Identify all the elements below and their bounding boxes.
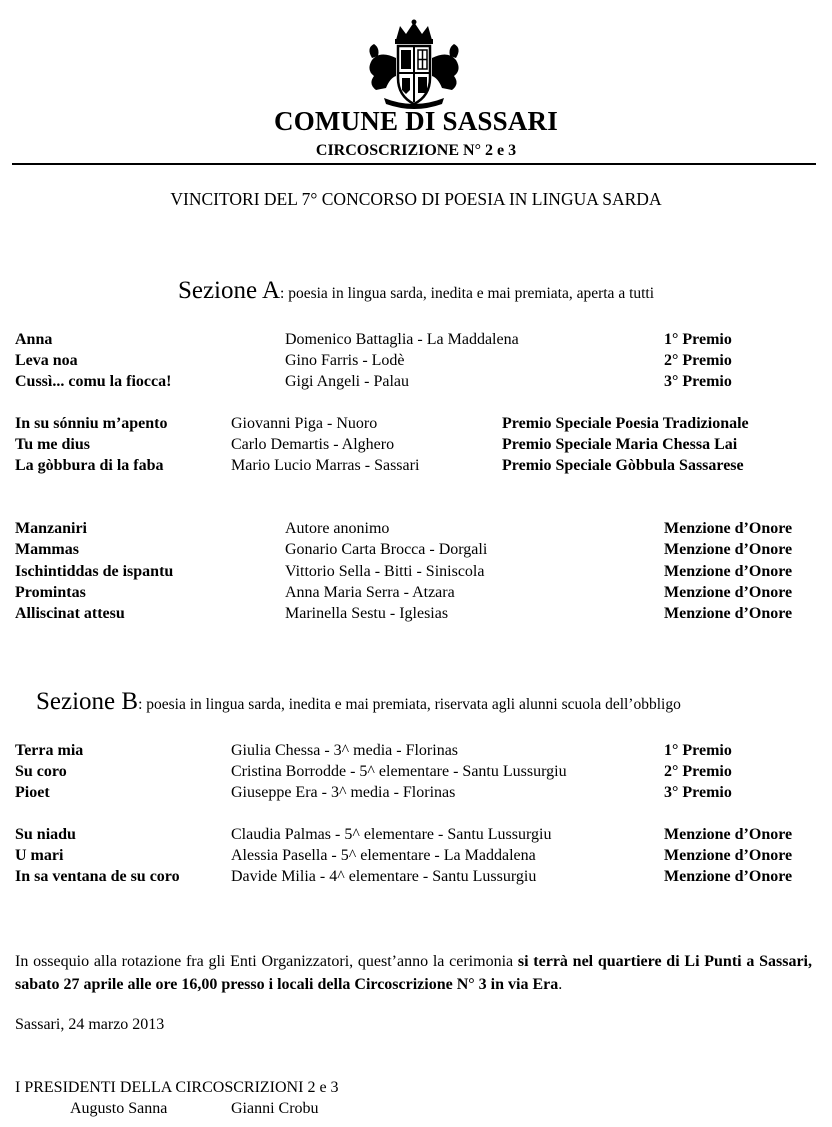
section-a-label-prefix: Sezione bbox=[177, 277, 262, 304]
prize-author: Giuseppe Era - 3^ media - Florinas bbox=[231, 784, 456, 801]
mention-award: Menzione d’Onore bbox=[664, 584, 793, 601]
special-award: Premio Speciale Gòbbula Sassarese bbox=[502, 457, 744, 474]
mention-title: Alliscinat attesu bbox=[15, 605, 125, 622]
mention-author: Alessia Pasella - 5^ elementare - La Maddalena bbox=[231, 847, 536, 864]
mention-author: Marinella Sestu - Iglesias bbox=[285, 605, 449, 622]
special-title: In su sónniu m’apento bbox=[15, 415, 168, 432]
section-b-description: : poesia in lingua sarda, inedita e mai premiata, riservata agli alunni scuola dell’obbligo bbox=[138, 696, 681, 713]
president-name: Gianni Crobu bbox=[231, 1100, 319, 1117]
mention-author: Anna Maria Serra - Atzara bbox=[285, 584, 455, 601]
section-a-description: : poesia in lingua sarda, inedita e mai premiata, aperta a tutti bbox=[280, 285, 655, 302]
prize-award: 1° Premio bbox=[664, 331, 732, 348]
mention-award: Menzione d’Onore bbox=[664, 520, 793, 537]
special-title: Tu me dius bbox=[15, 436, 90, 453]
prize-title: Anna bbox=[15, 331, 53, 348]
special-title: La gòbbura di la faba bbox=[15, 457, 164, 474]
prize-award: 1° Premio bbox=[664, 742, 732, 759]
special-award: Premio Speciale Poesia Tradizionale bbox=[502, 415, 749, 432]
mention-award: Menzione d’Onore bbox=[664, 541, 793, 558]
prize-award: 3° Premio bbox=[664, 784, 732, 801]
prize-author: Gino Farris - Lodè bbox=[285, 352, 405, 369]
header-divider bbox=[12, 163, 816, 165]
mention-award: Menzione d’Onore bbox=[664, 868, 793, 885]
mention-author: Claudia Palmas - 5^ elementare - Santu Lussurgiu bbox=[231, 826, 552, 843]
mention-award: Menzione d’Onore bbox=[664, 563, 793, 580]
mention-award: Menzione d’Onore bbox=[664, 605, 793, 622]
mention-author: Davide Milia - 4^ elementare - Santu Lussurgiu bbox=[231, 868, 537, 885]
mention-award: Menzione d’Onore bbox=[664, 847, 793, 864]
mention-title: In sa ventana de su coro bbox=[15, 868, 180, 885]
special-author: Giovanni Piga - Nuoro bbox=[231, 415, 378, 432]
special-author: Mario Lucio Marras - Sassari bbox=[231, 457, 420, 474]
mention-title: Manzaniri bbox=[15, 520, 87, 537]
section-b-label-letter: B bbox=[121, 688, 139, 715]
mention-title: Ischintiddas de ispantu bbox=[15, 563, 174, 580]
mention-title: Su niadu bbox=[15, 826, 76, 843]
prize-title: Su coro bbox=[15, 763, 67, 780]
ceremony-note-bold: si terrà nel quartiere di Li Punti a Sassari, sabato 27 aprile alle ore 16,00 presso i locali della Circoscrizione N° 3 in via Era bbox=[15, 953, 813, 993]
section-b-heading bbox=[36, 688, 681, 716]
contest-heading: VINCITORI DEL 7° CONCORSO DI POESIA IN LINGUA SARDA bbox=[170, 189, 662, 209]
date-line: Sassari, 24 marzo 2013 bbox=[15, 1016, 165, 1033]
signatories-label: I PRESIDENTI DELLA CIRCOSCRIZIONI 2 e 3 bbox=[15, 1079, 339, 1096]
mention-author: Vittorio Sella - Bitti - Siniscola bbox=[285, 563, 485, 580]
prize-title: Pioet bbox=[15, 784, 50, 801]
prize-author: Domenico Battaglia - La Maddalena bbox=[285, 331, 519, 348]
prize-author: Cristina Borrodde - 5^ elementare - Santu Lussurgiu bbox=[231, 763, 567, 780]
prize-title: Terra mia bbox=[15, 742, 84, 759]
prize-award: 2° Premio bbox=[664, 352, 732, 369]
president-name: Augusto Sanna bbox=[70, 1100, 168, 1117]
prize-author: Gigi Angeli - Palau bbox=[285, 373, 409, 390]
ceremony-note-plain: In ossequio alla rotazione fra gli Enti Organizzatori, quest’anno la cerimonia bbox=[15, 953, 518, 970]
prize-title: Cussì... comu la fiocca! bbox=[15, 373, 172, 390]
prize-title: Leva noa bbox=[15, 352, 78, 369]
section-a-heading bbox=[0, 277, 832, 305]
mention-title: Promintas bbox=[15, 584, 86, 601]
prize-author: Giulia Chessa - 3^ media - Florinas bbox=[231, 742, 459, 759]
section-a-label-letter: A bbox=[261, 277, 281, 304]
mention-author: Gonario Carta Brocca - Dorgali bbox=[285, 541, 488, 558]
ceremony-note bbox=[15, 950, 812, 996]
prize-award: 2° Premio bbox=[664, 763, 732, 780]
mention-title: Mammas bbox=[15, 541, 79, 558]
mention-award: Menzione d’Onore bbox=[664, 826, 793, 843]
mention-title: U mari bbox=[15, 847, 64, 864]
prize-award: 3° Premio bbox=[664, 373, 732, 390]
coat-of-arms-icon bbox=[362, 18, 466, 110]
section-b-label-prefix: Sezione bbox=[36, 688, 122, 715]
special-award: Premio Speciale Maria Chessa Lai bbox=[502, 436, 738, 453]
special-author: Carlo Demartis - Alghero bbox=[231, 436, 395, 453]
page-title: COMUNE DI SASSARI bbox=[274, 106, 558, 136]
page-subtitle: CIRCOSCRIZIONE N° 2 e 3 bbox=[315, 142, 517, 159]
mention-author: Autore anonimo bbox=[285, 520, 390, 537]
ceremony-note-end: . bbox=[558, 976, 563, 993]
